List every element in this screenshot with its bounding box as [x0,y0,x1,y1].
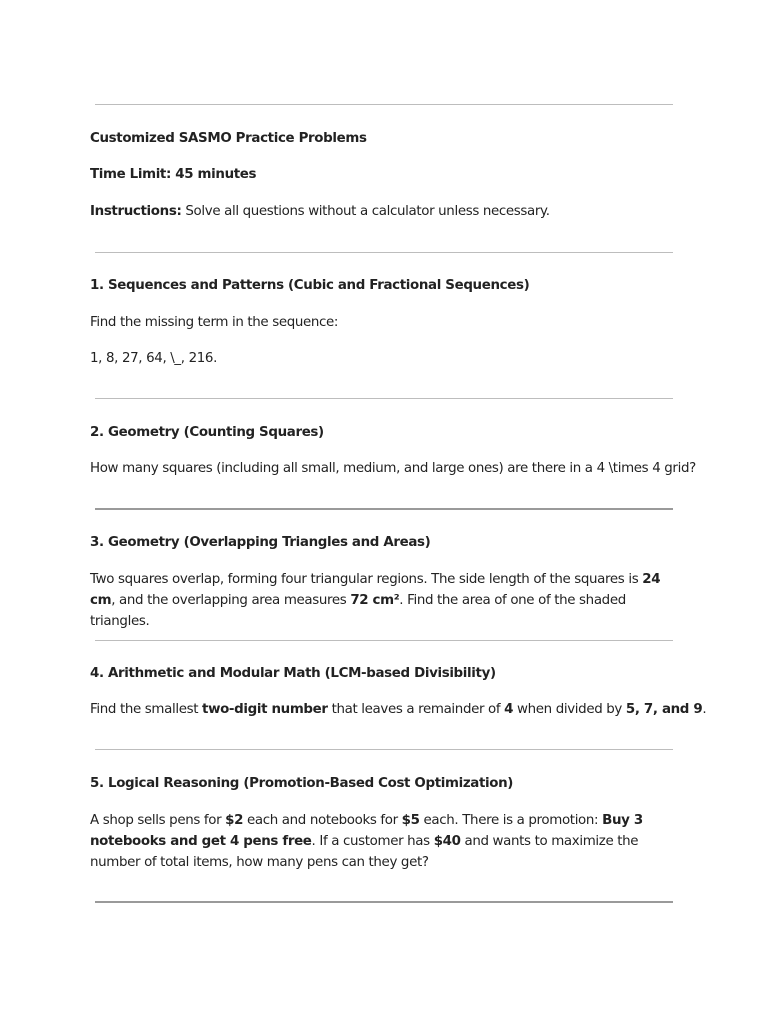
bold-run: 72 cm² [350,593,400,608]
bold-run: two-digit number [202,702,328,717]
bold-run: $2 [225,813,244,828]
question-1-sequence: 1, 8, 27, 64, \_, 216. [90,351,218,366]
question-1-heading: 1. Sequences and Patterns (Cubic and Fractional Sequences) [90,278,530,293]
question-5-text [90,810,680,873]
bold-run: $40 [433,834,461,849]
divider [95,104,673,105]
text-run: and wants to maximize the number of total items, how many pens can they get? [90,834,639,870]
question-1-text: Find the missing term in the sequence: [90,315,339,330]
divider [95,398,673,399]
text-run: Two squares overlap, forming four triangular regions. The side length of the squares is [90,572,643,587]
divider [95,252,673,253]
document-title: Customized SASMO Practice Problems [90,131,367,146]
text-run: , and the overlapping area measures [111,593,351,608]
bold-run: $5 [401,813,420,828]
divider [95,640,673,641]
question-2-heading: 2. Geometry (Counting Squares) [90,425,324,440]
instructions-text: Solve all questions without a calculator unless necessary. [181,204,550,219]
bold-run: 24 cm [90,572,661,608]
divider [95,749,673,750]
text-run: when divided by [513,702,626,717]
text-run: A shop sells pens for [90,813,226,828]
bold-run: 4 [504,702,514,717]
question-4-heading: 4. Arithmetic and Modular Math (LCM-based Divisibility) [90,666,496,681]
instructions-label: Instructions: [90,204,182,219]
text-run: each and notebooks for [243,813,402,828]
text-run: Find the smallest [90,702,203,717]
question-3-heading: 3. Geometry (Overlapping Triangles and Areas) [90,535,431,550]
divider [95,901,673,903]
text-run: that leaves a remainder of [327,702,505,717]
question-4-text [90,702,707,717]
question-3-text [90,569,680,632]
instructions [90,204,680,219]
question-5-heading: 5. Logical Reasoning (Promotion-Based Cost Optimization) [90,776,514,791]
text-run: . If a customer has [311,834,434,849]
text-run: . Find the area of one of the shaded triangles. [90,593,626,629]
divider [95,508,673,510]
time-limit: Time Limit: 45 minutes [90,167,257,182]
text-run: . [702,702,707,717]
text-run: each. There is a promotion: [419,813,603,828]
bold-run: 5, 7, and 9 [625,702,703,717]
question-2-text: How many squares (including all small, medium, and large ones) are there in a 4 \times 4 grid? [90,461,696,476]
bold-run: Buy 3 notebooks and get 4 pens free [90,813,643,849]
